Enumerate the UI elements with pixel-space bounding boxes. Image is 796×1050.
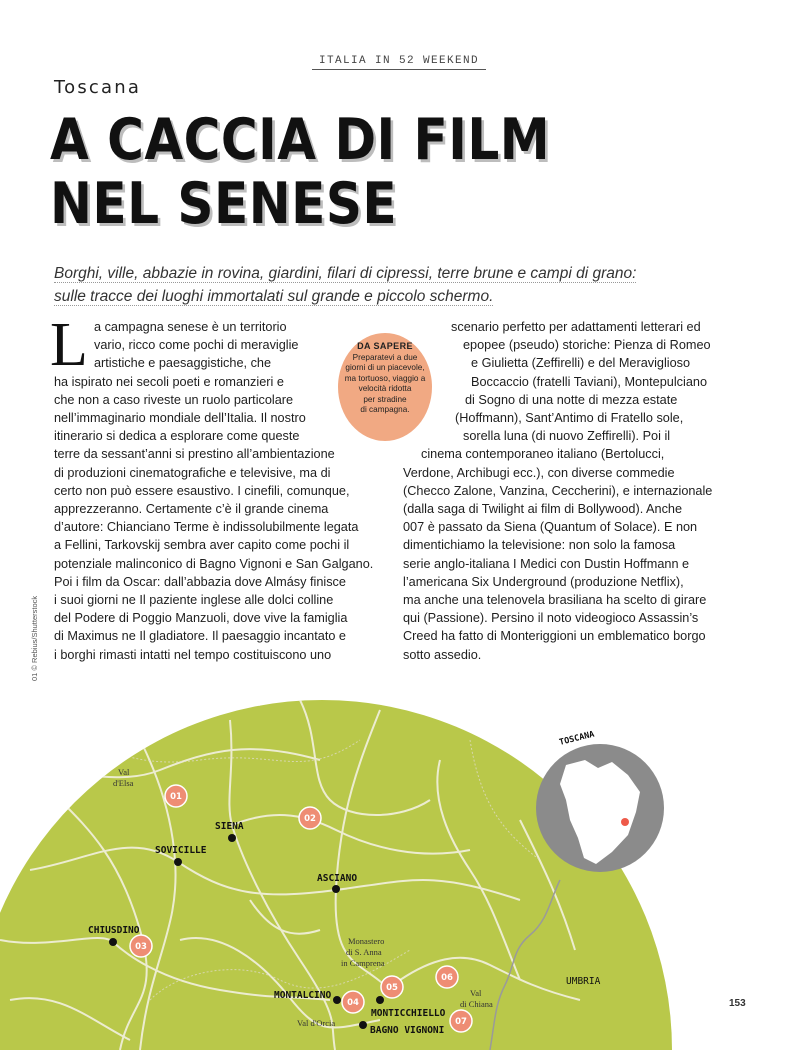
text-line: di Maximus ne Il gladiatore. Il paesaggio incantato e [54, 629, 346, 644]
area-val-elsa: Val [118, 767, 130, 777]
text-line: potenziale malinconico di Bagno Vignoni e San Galgano. [54, 556, 374, 571]
text-line: di produzioni cinematografiche e televisive, ma di [54, 465, 331, 480]
marker-02 [299, 807, 321, 829]
area-umbria: UMBRIA [566, 976, 601, 987]
area-val-elsa: d'Elsa [113, 778, 134, 788]
area-val-chiana: Val [470, 988, 482, 998]
text-line: Boccaccio (fratelli Taviani), Montepulciano [471, 374, 708, 389]
marker-label: 06 [441, 973, 453, 983]
text-line: (Checco Zalone, Vanzina, Ceccherini), e internazionale [403, 483, 713, 498]
marker-label: 01 [170, 792, 182, 802]
text-line: (Hoffmann), Sant’Antimo di Fratello sole, [455, 411, 684, 426]
marker-01 [165, 785, 187, 807]
city-monticchiello: MONTICCHIELLO [371, 1008, 446, 1019]
text-line: sorella luna (di nuovo Zeffirelli). Poi il [463, 429, 671, 444]
da-sapere-line: giorni di un piacevole, [345, 363, 425, 373]
title-line-2: NEL SENESE [50, 171, 398, 237]
text-line: e Giulietta (Zeffirelli) e del Meraviglioso [471, 356, 691, 371]
text-line: itinerario si dedica a esplorare come queste [54, 429, 300, 444]
photo-credit: 01 © Rebius/Shutterstock [30, 595, 39, 681]
city-sovicille: SOVICILLE [155, 845, 207, 856]
inset-label: TOSCANA [558, 729, 596, 748]
text-line: Creed ha fatto di Monteriggioni un emblematico borgo [403, 629, 706, 644]
text-line: vario, ricco come pochi di meraviglie [94, 338, 299, 353]
text-line: i borghi rimasti intatti nel tempo costituiscono uno [54, 647, 332, 662]
title-line-1: A CACCIA DI FILM [50, 107, 551, 173]
marker-label: 07 [455, 1017, 467, 1027]
text-line: a campagna senese è un territorio [94, 320, 287, 334]
city-dot-montalcino [333, 996, 341, 1004]
text-line: 007 è passato da Siena (Quantum of Solace). E non [403, 520, 698, 535]
region-label: Toscana [54, 77, 142, 98]
city-dot-monticchiello [376, 996, 384, 1004]
marker-07 [450, 1010, 472, 1032]
running-head: ITALIA IN 52 WEEKEND [312, 55, 486, 70]
da-sapere-line: velocità ridotta [358, 384, 412, 394]
text-line: che non a caso riveste un ruolo particolare [54, 392, 294, 407]
da-sapere-line: ma tortuoso, viaggio a [344, 373, 426, 383]
text-line: Verdone, Archibugi ecc.), con diverse commedie [403, 465, 675, 480]
text-line: serie anglo-italiana I Medici con Dustin Hoffmann e [403, 556, 690, 571]
text-line: (dalla saga di Twilight ai film di Bollywood). Anche [403, 502, 683, 517]
marker-04 [342, 991, 364, 1013]
text-line: epopee (pseudo) storiche: Pienza di Romeo [463, 338, 711, 353]
text-line: a Fellini, Tarkovskij sembra aver capito come pochi il [54, 538, 350, 553]
text-line: scenario perfetto per adattamenti letterari ed [451, 320, 701, 334]
text-line: nell’immaginario mondiale dell’Italia. Il nostro [54, 411, 306, 426]
text-line: certo non può essere esaustivo. I cinefili, comunque, [54, 483, 350, 498]
text-line: cinema contemporaneo italiano (Bertolucci, [421, 447, 665, 462]
marker-06 [436, 966, 458, 988]
text-line: ha ispirato nei secoli poeti e romanzieri e [54, 374, 284, 389]
da-sapere-line: di campagna. [360, 405, 410, 415]
da-sapere-line: per stradine [363, 394, 407, 404]
city-dot-chiusdino [109, 938, 117, 946]
da-sapere-heading: DA SAPERE [357, 341, 413, 351]
text-line: di Sogno di una notte di mezza estate [465, 392, 678, 407]
inset-marker [621, 818, 629, 826]
page-number: 153 [729, 998, 746, 1009]
marker-03 [130, 935, 152, 957]
marker-label: 05 [386, 983, 398, 993]
text-line: terre da sessant’anni si prestino all’ambientazione [54, 447, 335, 462]
drop-cap: L [50, 311, 88, 379]
city-dot-sovicille [174, 858, 182, 866]
text-line: Poi i film da Oscar: dall’abbazia dove Almásy finisce [54, 574, 346, 589]
marker-05 [381, 976, 403, 998]
text-line: del Podere di Poggio Manzuoli, dove vive la famiglia [54, 611, 348, 626]
text-line: d’autore: Chianciano Terme è indissolubilmente legata [54, 520, 359, 535]
text-line: dimentichiamo la televisione: non solo la famosa [403, 538, 676, 553]
text-line: artistiche e paesaggistiche, che [94, 356, 272, 371]
area-monastero: Monastero [348, 936, 385, 946]
city-montalcino: MONTALCINO [274, 990, 332, 1001]
city-dot-asciano [332, 885, 340, 893]
city-bagno-vignoni: BAGNO VIGNONI [370, 1025, 445, 1036]
text-line: ma anche una telenovela brasiliana ha scelto di girare [403, 593, 707, 608]
marker-label: 02 [304, 814, 316, 824]
subtitle-line-2: sulle tracce dei luoghi immortalati sul grande e piccolo schermo. [54, 288, 494, 305]
marker-label: 04 [347, 998, 359, 1008]
text-line: sotto assedio. [403, 647, 482, 662]
subtitle-line-1: Borghi, ville, abbazie in rovina, giardini, filari di cipressi, terre brune e campi di grano: [54, 265, 637, 282]
city-asciano: ASCIANO [317, 873, 358, 884]
text-line: qui (Passione). Persino il noto videogioco Assassin’s [403, 611, 699, 626]
text-line: l’americana Six Underground (produzione Netflix), [403, 574, 684, 589]
text-line: apprezzeranno. Certamente c’è il grande cinema [54, 502, 329, 517]
city-dot-bagno-vignoni [359, 1021, 367, 1029]
city-dot-siena [228, 834, 236, 842]
area-monastero: di S. Anna [346, 947, 382, 957]
marker-label: 03 [135, 942, 147, 952]
da-sapere-line: Preparatevi a due [352, 353, 418, 362]
area-val-chiana: di Chiana [460, 999, 493, 1009]
city-chiusdino: CHIUSDINO [88, 925, 140, 936]
area-monastero: in Camprena [341, 958, 385, 968]
area-val-orcia: Val d'Orcia [297, 1018, 336, 1028]
text-line: i suoi giorni ne Il paziente inglese alle dolci colline [54, 593, 334, 608]
city-siena: SIENA [215, 821, 244, 832]
